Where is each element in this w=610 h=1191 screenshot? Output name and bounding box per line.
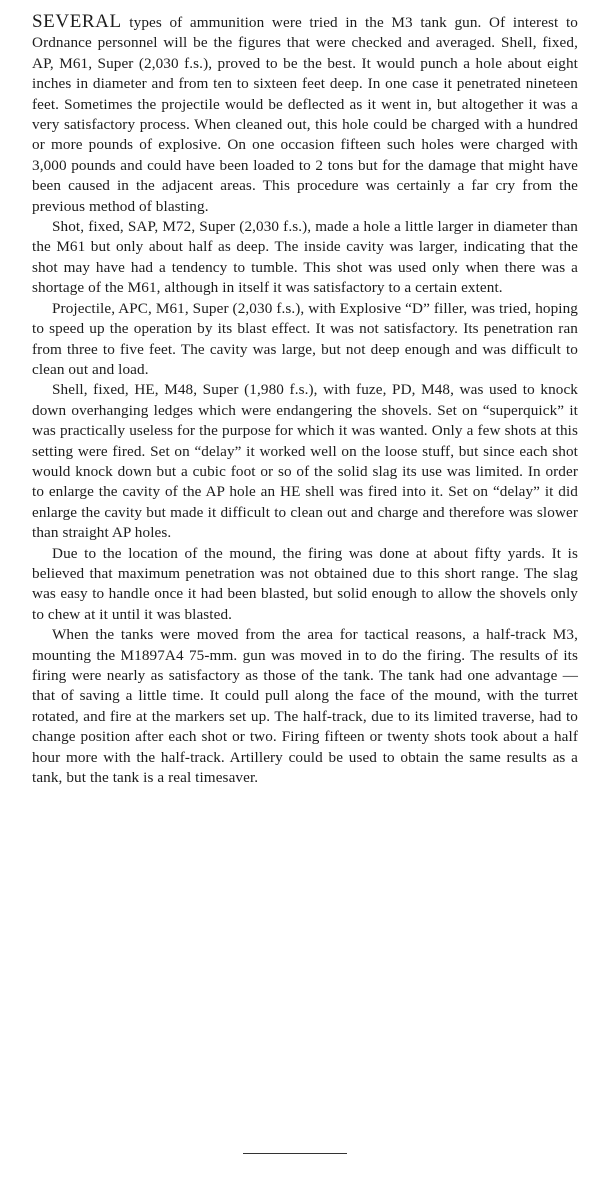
paragraph-text: types of ammunition were tried in the M3 tank gun. Of interest to Ordnance personnel will be the figures that were checked and averaged. Shell, fixed, AP, M61, Super (2,030 f.s.), proved to be the best. It would punch a hole about eight inches in diameter and from ten to sixteen feet deep. In one case it penetrated nineteen feet. Sometimes the projectile would be deflected as it went in, but altogether it was a very satisfactory process. When cleaned out, this hole could be charged with a hundred or more pounds of explosive. On one occasion fifteen such holes were charged with 3,000 pounds and could have been loaded to 2 tons but for the damage that might have been caused in the adjacent areas. This procedure was certainly a far cry from the previous method of blasting.	[32, 14, 578, 215]
paragraph-2: Shot, fixed, SAP, M72, Super (2,030 f.s.), made a hole a little larger in diameter than the M61 but only about half as deep. The inside cavity was larger, indicating that the shot may have had a tendency to tumble. This shot was used only when there was a shortage of the M61, although in itself it was satisfactory to a certain extent.	[32, 218, 578, 297]
paragraph-1	[32, 12, 578, 217]
paragraph-5: Due to the location of the mound, the firing was done at about fifty yards. It is believed that maximum penetration was not obtained due to this short range. The slag was easy to handle once it had been blasted, but solid enough to allow the shovels only to chew at it until it was blasted.	[32, 544, 578, 623]
article-body	[32, 12, 578, 788]
paragraph-3: Projectile, APC, M61, Super (2,030 f.s.), with Explosive “D” filler, was tried, hoping to speed up the operation by its blast effect. It was not satisfactory. Its penetration ran from three to five feet. The cavity was large, but not deep enough and was difficult to clean out and load.	[32, 299, 578, 378]
lead-word: SEVERAL	[32, 11, 122, 32]
paragraph-6: When the tanks were moved from the area for tactical reasons, a half-track M3, mounting the M1897A4 75-mm. gun was moved in to do the firing. The results of its firing were nearly as satisfactory as those of the tank. The tank had one advantage —that of saving a little time. It could pull along the face of the mound, with the turret rotated, and fire at the markers set up. The half-track, due to its limited traverse, had to change position after each shot or two. Firing fifteen or twenty shots took about a half hour more with the half-track. Artillery could be used to obtain the same results as a tank, but the tank is a real timesaver.	[32, 626, 578, 787]
paragraph-4: Shell, fixed, HE, M48, Super (1,980 f.s.), with fuze, PD, M48, was used to knock down overhanging ledges which were endangering the shovels. Set on “superquick” it was practically useless for the purpose for which it was wanted. Only a few shots at this setting were fired. Set on “delay” it worked well on the loose stuff, but since each shot would knock down but a cubic foot or so of the solid slag its use was limited. In order to enlarge the cavity of the AP hole an HE shell was fired into it. Set on “delay” it did enlarge the cavity but made it difficult to clean out and charge and therefore was slower than straight AP holes.	[32, 381, 578, 542]
end-of-article-rule	[243, 1153, 347, 1154]
